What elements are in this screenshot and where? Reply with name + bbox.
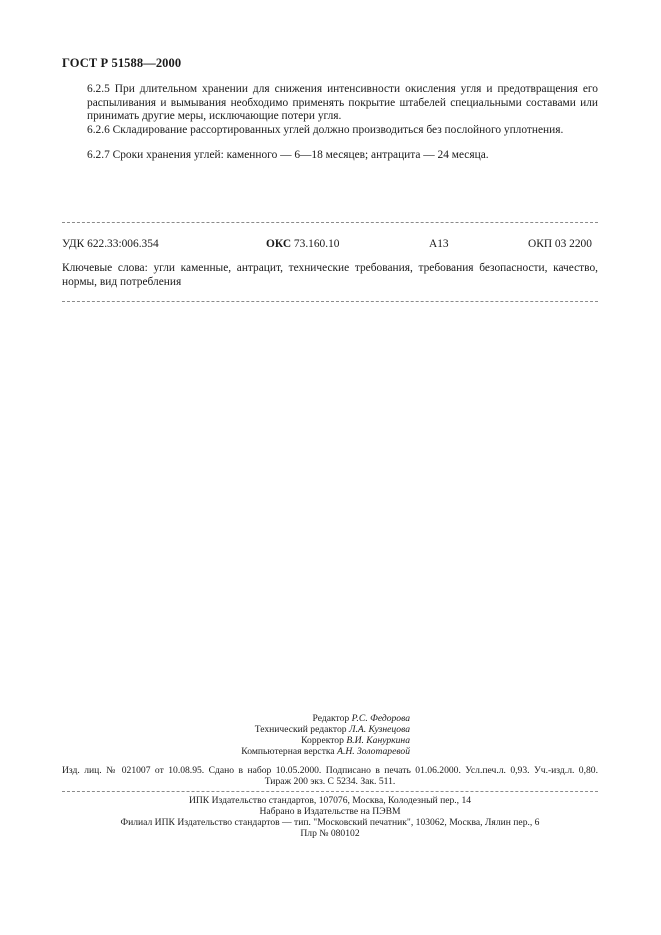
credit-name: Л.А. Кузнецова (348, 724, 410, 735)
credit-line (190, 746, 410, 757)
imprint-line: Тираж 200 экз. С 5234. Зак. 511. (264, 776, 396, 787)
oks-label: ОКС (266, 238, 292, 250)
divider-bottom (62, 301, 598, 302)
imprint-line: Изд. лиц. № 021007 от 10.08.95. Сдано в набор 10.05.2000. Подписано в печать 01.06.2000. Усл.печ.л. 0,93. Уч.-изд.л. 0,80. (62, 765, 598, 776)
publisher-line: Плр № 080102 (300, 828, 360, 839)
imprint-divider (62, 791, 598, 792)
paragraph-6-2-5 (62, 83, 598, 124)
imprint-block (62, 765, 598, 787)
credit-name: Р.С. Федорова (351, 713, 410, 724)
paragraph-text: 6.2.6 Складирование рассортированных углей должно производиться без послойного уплотнения. (87, 124, 564, 136)
credit-role: Корректор (301, 735, 344, 746)
credit-line (190, 713, 410, 724)
credits-block (190, 713, 410, 757)
okp-code: ОКП 03 2200 (528, 238, 592, 250)
credit-name: В.И. Кануркина (346, 735, 410, 746)
credit-role: Технический редактор (254, 724, 347, 735)
document-code: ГОСТ Р 51588—2000 (62, 56, 182, 70)
divider-top (62, 222, 598, 223)
credit-role: Компьютерная верстка (241, 746, 335, 757)
udk-code: УДК 622.33:006.354 (62, 238, 159, 250)
publisher-line: Набрано в Издательстве на ПЭВМ (259, 806, 401, 817)
paragraph-text: 6.2.5 При длительном хранении для снижения интенсивности окисления угля и предотвращения его распыливания и вымывания необходимо применять покрытие штабелей специальными составами или принимать другие меры, исключающие потери угля. (87, 83, 598, 123)
publisher-block (62, 795, 598, 839)
keywords: Ключевые слова: угли каменные, антрацит, технические требования, требования безопасности, качество, нормы, вид потребления (62, 262, 598, 288)
credit-name: А.Н. Золотаревой (337, 746, 410, 757)
credit-role: Редактор (312, 713, 350, 724)
publisher-line: Филиал ИПК Издательство стандартов — тип. "Московский печатник", 103062, Москва, Лялин пер., 6 (120, 817, 540, 828)
group-code: А13 (429, 238, 449, 250)
paragraph-6-2-7 (62, 149, 598, 163)
paragraph-6-2-6 (62, 124, 598, 138)
paragraph-text: 6.2.7 Сроки хранения углей: каменного — 6—18 месяцев; антрацита — 24 месяца. (87, 149, 489, 161)
publisher-line: ИПК Издательство стандартов, 107076, Москва, Колодезный пер., 14 (188, 795, 472, 806)
oks-code (266, 238, 339, 250)
credit-line (190, 724, 410, 735)
oks-value: 73.160.10 (293, 238, 340, 250)
credit-line (190, 735, 410, 746)
